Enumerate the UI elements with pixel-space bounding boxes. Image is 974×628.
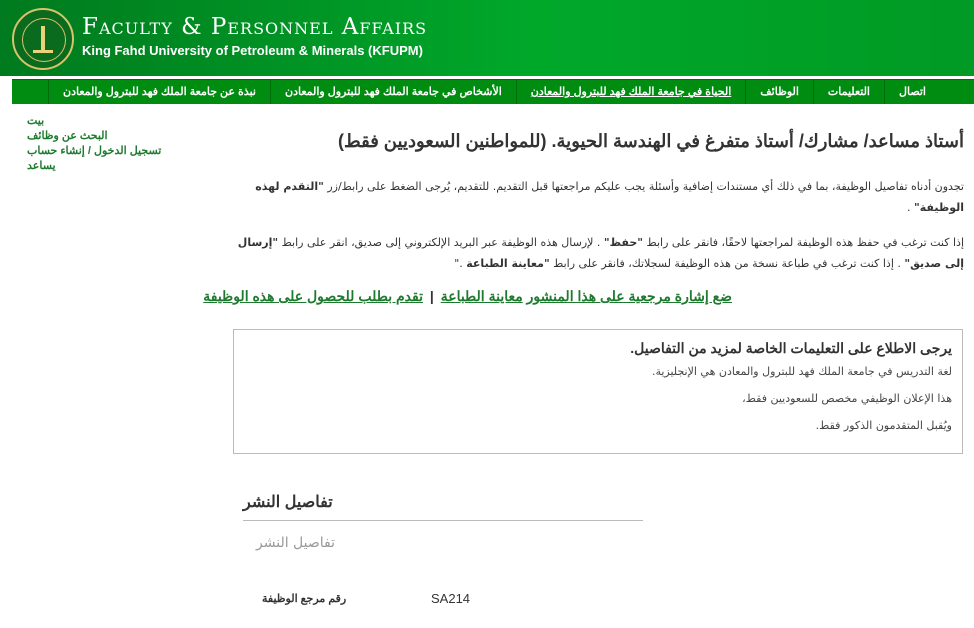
action-separator: |: [429, 288, 434, 304]
intro-text: تجدون أدناه تفاصيل الوظيفة، بما في ذلك أي مستندات إضافية وأسئلة يجب عليكم مراجعتها قبل التقديم. للتقديم، يُرجى الضغط على رابط/زر: [323, 180, 964, 193]
logo-base-icon: [33, 50, 53, 53]
logo-tower-icon: [41, 26, 45, 52]
intro-paragraph: [232, 176, 964, 218]
save-text-1: إذا كنت ترغب في حفظ هذه الوظيفة لمراجعتها لاحقًا، فانقر على رابط: [643, 236, 964, 249]
save-paragraph: [232, 232, 964, 274]
job-ref-value: SA214: [431, 591, 471, 606]
nav-item-people[interactable]: الأشخاص في جامعة الملك فهد للبترول والمعادن: [270, 80, 516, 104]
instructions-title: يرجى الاطلاع على التعليمات الخاصة لمزيد من التفاصيل.: [630, 340, 952, 356]
job-title: أستاذ مساعد/ مشارك/ أستاذ متفرغ في الهندسة الحيوية. (للمواطنين السعوديين فقط): [338, 131, 964, 151]
sidebar-item-home[interactable]: بيت: [27, 115, 45, 127]
main-nav: [12, 79, 974, 104]
save-text-4: .": [454, 257, 467, 270]
nav-item-life[interactable]: الحياة في جامعة الملك فهد للبترول والمعادن: [516, 80, 745, 104]
job-content: [203, 126, 964, 304]
nav-item-about[interactable]: نبذة عن جامعة الملك فهد للبترول والمعادن: [48, 80, 270, 104]
print-preview-link[interactable]: معاينة الطباعة: [440, 288, 523, 304]
publishing-divider: [243, 520, 643, 521]
nav-item-jobs[interactable]: الوظائف: [745, 80, 813, 104]
print-bold: "معاينة الطباعة: [466, 257, 550, 270]
nav-item-help[interactable]: التعليمات: [813, 80, 884, 104]
special-instructions-box: [233, 329, 963, 454]
intro-end: .: [907, 201, 915, 214]
sidebar-item-login[interactable]: تسجيل الدخول / إنشاء حساب: [27, 145, 162, 157]
site-title: Faculty & Personnel Affairs: [82, 14, 428, 40]
publishing-subtitle: تفاصيل النشر: [256, 535, 336, 551]
send-bold: "إرسال إلى صديق": [237, 236, 964, 270]
apply-link[interactable]: تقدم بطلب للحصول على هذه الوظيفة: [203, 288, 423, 304]
intro-apply-bold: "التقدم لهذه الوظيفة": [255, 180, 964, 214]
kfupm-logo[interactable]: [12, 8, 74, 70]
sidebar-item-job-search[interactable]: البحث عن وظائف: [27, 130, 108, 142]
site-subtitle: King Fahd University of Petroleum & Minerals (KFUPM): [82, 43, 423, 58]
publishing-title: تفاصيل النشر: [243, 494, 333, 511]
job-ref-label: رقم مرجع الوظيفة: [262, 593, 347, 605]
site-header: [0, 0, 974, 76]
save-text-3: . إذا كنت ترغب في طباعة نسخة من هذه الوظيفة لسجلاتك، فانقر على رابط: [549, 257, 905, 270]
job-actions: [203, 288, 732, 305]
sidebar: [27, 114, 167, 174]
instruction-line: هذا الإعلان الوظيفي مخصص للسعوديين فقط،: [742, 392, 952, 405]
nav-item-contact[interactable]: اتصال: [884, 80, 940, 104]
save-bold: "حفظ": [603, 236, 644, 249]
instruction-line: لغة التدريس في جامعة الملك فهد للبترول والمعادن هي الإنجليزية.: [651, 365, 952, 378]
bookmark-link[interactable]: ضع إشارة مرجعية على هذا المنشور: [526, 288, 732, 304]
save-text-2: . لإرسال هذه الوظيفة عبر البريد الإلكتروني إلى صديق، انقر على رابط: [278, 236, 604, 249]
sidebar-item-help[interactable]: يساعد: [27, 160, 56, 172]
instruction-line: ويُقبل المتقدمون الذكور فقط.: [815, 419, 952, 432]
